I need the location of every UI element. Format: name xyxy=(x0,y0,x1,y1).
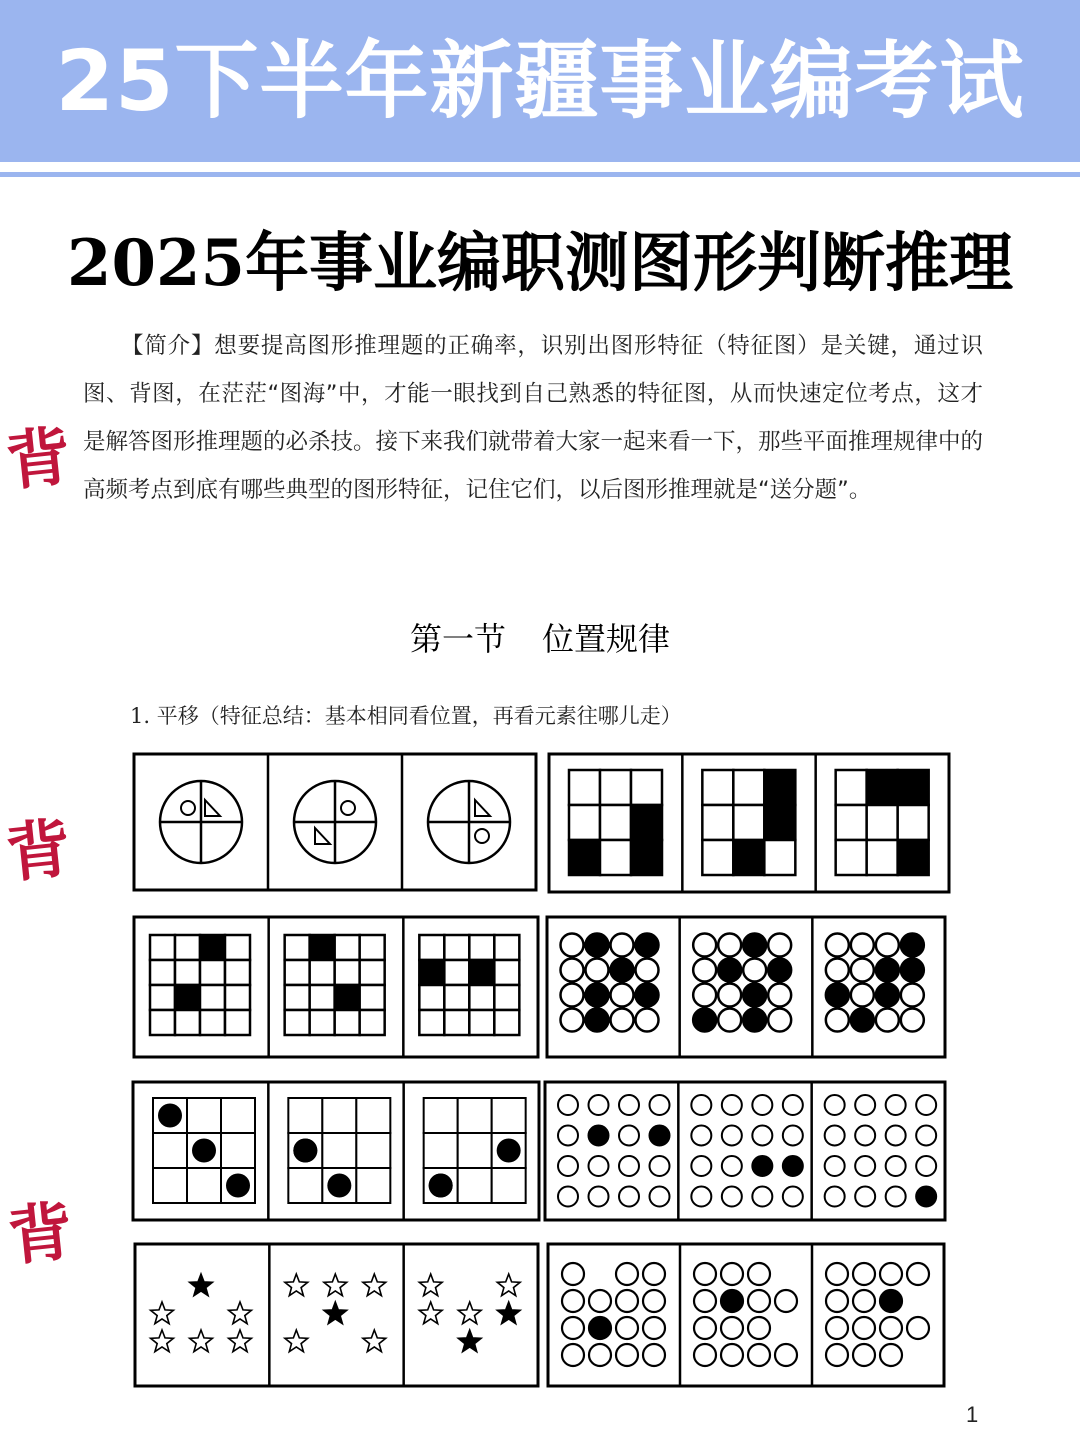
dot xyxy=(853,1317,875,1339)
dot xyxy=(722,1126,742,1146)
grid-cell xyxy=(600,805,631,840)
hollow-star-icon xyxy=(324,1274,347,1296)
grid-cell xyxy=(335,1010,360,1035)
grid-cell xyxy=(150,960,175,985)
hollow-star-icon xyxy=(285,1274,308,1296)
dot xyxy=(611,1009,634,1032)
dot xyxy=(561,959,584,982)
dot xyxy=(721,1263,743,1285)
intro-text: 【简介】想要提高图形推理题的正确率，识别出图形特征（特征图）是关键，通过识图、背图，在茫茫“图海”中，才能一眼找到自己熟悉的特征图，从而快速定位考点，这才是解答图形推理题的必杀技。接下来我们就带着大家一起来看一下，那些平面推理规律中的高频考点到底有哪些典型的图形特征，记住它们，以后图形推理就是“送分题”。 xyxy=(83,333,984,503)
grid-cell xyxy=(492,1098,526,1133)
dot xyxy=(748,1344,770,1366)
dot xyxy=(293,1139,317,1163)
grid-cell xyxy=(569,805,600,840)
rule-item-translation: 1. 平移（特征总结：基本相同看位置，再看元素往哪儿走） xyxy=(130,704,682,728)
dot xyxy=(561,984,584,1007)
dot xyxy=(693,1009,716,1032)
grid-cell xyxy=(836,770,867,805)
grid-cell xyxy=(153,1168,187,1203)
grid-cell xyxy=(600,840,631,875)
dot xyxy=(721,1290,743,1312)
grid-cell xyxy=(335,985,360,1010)
dot xyxy=(643,1290,665,1312)
dot xyxy=(650,1187,670,1207)
stamp-mark: 背 xyxy=(2,810,75,893)
dot xyxy=(825,1187,845,1207)
filled-star-icon xyxy=(324,1302,347,1324)
dot xyxy=(558,1095,578,1115)
dot xyxy=(562,1317,584,1339)
grid-cell xyxy=(356,1133,390,1168)
grid-cell xyxy=(288,1168,322,1203)
dot xyxy=(611,984,634,1007)
dot xyxy=(886,1156,906,1176)
hollow-star-icon xyxy=(151,1330,174,1352)
grid-cell xyxy=(360,935,385,960)
dot xyxy=(907,1317,929,1339)
dot xyxy=(589,1187,609,1207)
dot xyxy=(558,1156,578,1176)
hollow-star-icon xyxy=(229,1302,252,1324)
dot xyxy=(694,1317,716,1339)
grid-cell xyxy=(175,985,200,1010)
dot xyxy=(558,1187,578,1207)
dot xyxy=(743,984,766,1007)
grid-cell xyxy=(419,960,444,985)
banner-title: 25下半年新疆事业编考试 xyxy=(55,32,1025,130)
dot xyxy=(616,1317,638,1339)
grid-cell xyxy=(200,985,225,1010)
dot xyxy=(826,1263,848,1285)
grid-cell xyxy=(867,805,898,840)
dot xyxy=(562,1263,584,1285)
grid-cell xyxy=(225,985,250,1010)
grid-cell xyxy=(494,1010,519,1035)
dot xyxy=(589,1317,611,1339)
hollow-star-icon xyxy=(419,1302,442,1324)
grid-cell xyxy=(200,935,225,960)
dot xyxy=(611,959,634,982)
grid-cell xyxy=(310,960,335,985)
dot xyxy=(876,959,899,982)
grid-cell xyxy=(733,840,764,875)
grid-cell xyxy=(360,1010,385,1035)
stamp-mark: 背 xyxy=(4,1193,77,1276)
dot xyxy=(743,1009,766,1032)
dot xyxy=(752,1095,772,1115)
grid-cell xyxy=(419,985,444,1010)
dot xyxy=(748,1290,770,1312)
dot xyxy=(691,1126,711,1146)
dot xyxy=(851,934,874,957)
dot xyxy=(718,934,741,957)
grid-cell xyxy=(360,985,385,1010)
dot xyxy=(589,1156,609,1176)
dot xyxy=(851,1009,874,1032)
small-circle-icon xyxy=(181,801,195,815)
grid-cell xyxy=(702,840,733,875)
grid-cell xyxy=(898,840,929,875)
grid-cell xyxy=(469,960,494,985)
dot xyxy=(616,1263,638,1285)
grid-cell xyxy=(285,960,310,985)
dot xyxy=(722,1095,742,1115)
dot xyxy=(589,1126,609,1146)
dot xyxy=(561,934,584,957)
grid-cell xyxy=(419,1010,444,1035)
dot xyxy=(158,1104,182,1128)
dot xyxy=(901,984,924,1007)
dot xyxy=(694,1290,716,1312)
grid-cell xyxy=(569,770,600,805)
dot xyxy=(783,1187,803,1207)
dot xyxy=(616,1344,638,1366)
dot xyxy=(691,1156,711,1176)
grid-cell xyxy=(153,1133,187,1168)
dot xyxy=(886,1187,906,1207)
grid-cell xyxy=(631,840,662,875)
dot xyxy=(901,959,924,982)
page-number: 1 xyxy=(966,1402,979,1427)
dot xyxy=(562,1290,584,1312)
grid-cell xyxy=(492,1168,526,1203)
grid-cell xyxy=(494,985,519,1010)
grid-cell xyxy=(187,1098,221,1133)
grid-cell xyxy=(867,840,898,875)
dot xyxy=(643,1263,665,1285)
dot xyxy=(718,1009,741,1032)
grid-cell xyxy=(322,1098,356,1133)
grid-cell xyxy=(221,1098,255,1133)
hollow-star-icon xyxy=(151,1302,174,1324)
grid-cell xyxy=(310,985,335,1010)
grid-cell xyxy=(150,935,175,960)
dot xyxy=(691,1187,711,1207)
grid-cell xyxy=(285,935,310,960)
hollow-star-icon xyxy=(458,1302,481,1324)
dot xyxy=(783,1126,803,1146)
dot xyxy=(619,1156,639,1176)
dot xyxy=(616,1290,638,1312)
hollow-star-icon xyxy=(363,1330,386,1352)
grid-cell xyxy=(444,1010,469,1035)
dot xyxy=(693,959,716,982)
dot xyxy=(589,1095,609,1115)
dot xyxy=(752,1156,772,1176)
dot xyxy=(748,1317,770,1339)
hollow-star-icon xyxy=(229,1330,252,1352)
dot xyxy=(880,1263,902,1285)
hollow-star-icon xyxy=(285,1330,308,1352)
grid-cell xyxy=(285,985,310,1010)
dot xyxy=(589,1344,611,1366)
grid-cell xyxy=(764,770,795,805)
grid-cell xyxy=(322,1133,356,1168)
dot xyxy=(619,1126,639,1146)
dot xyxy=(825,1156,845,1176)
dot xyxy=(722,1156,742,1176)
dot xyxy=(916,1187,936,1207)
dot xyxy=(586,1009,609,1032)
dot xyxy=(718,959,741,982)
grid-cell xyxy=(733,770,764,805)
dot xyxy=(825,1095,845,1115)
grid-cell xyxy=(569,840,600,875)
grid-cell xyxy=(444,960,469,985)
dot xyxy=(826,1344,848,1366)
grid-cell xyxy=(285,1010,310,1035)
dot xyxy=(826,934,849,957)
grid-cell xyxy=(458,1133,492,1168)
grid-cell xyxy=(836,840,867,875)
dot xyxy=(853,1344,875,1366)
grid-cell xyxy=(469,1010,494,1035)
dot xyxy=(558,1126,578,1146)
grid-cell xyxy=(494,960,519,985)
dot xyxy=(619,1187,639,1207)
dot xyxy=(901,1009,924,1032)
dot xyxy=(650,1126,670,1146)
dot xyxy=(693,934,716,957)
dot xyxy=(643,1344,665,1366)
filled-star-icon xyxy=(190,1274,213,1296)
dot xyxy=(721,1317,743,1339)
filled-star-icon xyxy=(458,1330,481,1352)
grid-cell xyxy=(356,1098,390,1133)
grid-cell xyxy=(288,1098,322,1133)
dot xyxy=(880,1290,902,1312)
dot xyxy=(880,1317,902,1339)
dot xyxy=(691,1095,711,1115)
grid-cell xyxy=(424,1133,458,1168)
grid-cell xyxy=(836,805,867,840)
dot xyxy=(826,1317,848,1339)
dot xyxy=(916,1126,936,1146)
dot xyxy=(775,1344,797,1366)
dot xyxy=(497,1139,521,1163)
dot xyxy=(589,1290,611,1312)
grid-cell xyxy=(764,840,795,875)
dot xyxy=(851,984,874,1007)
grid-cell xyxy=(335,960,360,985)
dot xyxy=(743,934,766,957)
dot xyxy=(853,1290,875,1312)
dot xyxy=(916,1095,936,1115)
dot xyxy=(876,934,899,957)
grid-cell xyxy=(702,770,733,805)
small-circle-icon xyxy=(341,801,355,815)
dot xyxy=(851,959,874,982)
document-title: 2025年事业编职测图形判断推理 xyxy=(66,226,1014,301)
grid-cell xyxy=(702,805,733,840)
grid-cell xyxy=(458,1168,492,1203)
dot xyxy=(226,1174,250,1198)
section-number: 第一节 xyxy=(409,620,506,658)
dot xyxy=(901,934,924,957)
dot xyxy=(743,959,766,982)
hollow-star-icon xyxy=(419,1274,442,1296)
dot xyxy=(855,1095,875,1115)
grid-cell xyxy=(424,1098,458,1133)
dot xyxy=(611,934,634,957)
dot xyxy=(907,1263,929,1285)
grid-cell xyxy=(175,960,200,985)
grid-cell xyxy=(733,805,764,840)
dot xyxy=(586,934,609,957)
hollow-star-icon xyxy=(363,1274,386,1296)
grid-cell xyxy=(225,960,250,985)
dot xyxy=(721,1344,743,1366)
grid-cell xyxy=(200,1010,225,1035)
grid-cell xyxy=(469,985,494,1010)
dot xyxy=(826,984,849,1007)
stamp-mark: 背 xyxy=(2,418,75,501)
grid-cell xyxy=(898,805,929,840)
dot xyxy=(619,1095,639,1115)
dot xyxy=(886,1126,906,1146)
grid-cell xyxy=(419,935,444,960)
grid-cell xyxy=(494,935,519,960)
dot xyxy=(636,984,659,1007)
dot xyxy=(783,1156,803,1176)
grid-cell xyxy=(187,1168,221,1203)
dot xyxy=(855,1156,875,1176)
grid-cell xyxy=(200,960,225,985)
grid-cell xyxy=(444,985,469,1010)
grid-cell xyxy=(469,935,494,960)
dot xyxy=(586,984,609,1007)
small-circle-icon xyxy=(475,829,489,843)
dot xyxy=(916,1156,936,1176)
dot xyxy=(826,959,849,982)
dot xyxy=(768,984,791,1007)
section-title: 位置规律 xyxy=(542,620,671,658)
dot xyxy=(876,1009,899,1032)
dot xyxy=(768,1009,791,1032)
dot xyxy=(643,1317,665,1339)
dot xyxy=(650,1095,670,1115)
grid-cell xyxy=(631,805,662,840)
filled-star-icon xyxy=(497,1302,520,1324)
dot xyxy=(586,959,609,982)
grid-cell xyxy=(175,935,200,960)
grid-cell xyxy=(310,935,335,960)
grid-cell xyxy=(175,1010,200,1035)
dot xyxy=(718,984,741,1007)
dot xyxy=(752,1126,772,1146)
dot xyxy=(880,1344,902,1366)
grid-cell xyxy=(356,1168,390,1203)
dot xyxy=(855,1187,875,1207)
dot xyxy=(192,1139,216,1163)
dot xyxy=(886,1095,906,1115)
dot xyxy=(429,1174,453,1198)
grid-cell xyxy=(225,935,250,960)
dot xyxy=(826,1009,849,1032)
grid-cell xyxy=(150,985,175,1010)
hollow-star-icon xyxy=(190,1330,213,1352)
dot xyxy=(636,959,659,982)
dot xyxy=(855,1126,875,1146)
grid-cell xyxy=(360,960,385,985)
dot xyxy=(825,1126,845,1146)
dot xyxy=(826,1290,848,1312)
dot xyxy=(636,934,659,957)
dot xyxy=(748,1263,770,1285)
grid-cell xyxy=(458,1098,492,1133)
dot xyxy=(694,1263,716,1285)
dot xyxy=(561,1009,584,1032)
dot xyxy=(775,1290,797,1312)
dot xyxy=(853,1263,875,1285)
dot xyxy=(783,1095,803,1115)
grid-cell xyxy=(225,1010,250,1035)
dot xyxy=(327,1174,351,1198)
grid-cell xyxy=(444,935,469,960)
dot xyxy=(752,1187,772,1207)
dot xyxy=(722,1187,742,1207)
grid-cell xyxy=(150,1010,175,1035)
dot xyxy=(650,1156,670,1176)
dot xyxy=(876,984,899,1007)
dot xyxy=(768,959,791,982)
grid-cell xyxy=(221,1133,255,1168)
grid-cell xyxy=(631,770,662,805)
grid-cell xyxy=(310,1010,335,1035)
dot xyxy=(768,934,791,957)
grid-cell xyxy=(335,935,360,960)
dot xyxy=(636,1009,659,1032)
dot xyxy=(694,1344,716,1366)
dot xyxy=(693,984,716,1007)
grid-cell xyxy=(867,770,898,805)
grid-cell xyxy=(600,770,631,805)
hollow-star-icon xyxy=(497,1274,520,1296)
grid-cell xyxy=(898,770,929,805)
dot xyxy=(562,1344,584,1366)
grid-cell xyxy=(764,805,795,840)
